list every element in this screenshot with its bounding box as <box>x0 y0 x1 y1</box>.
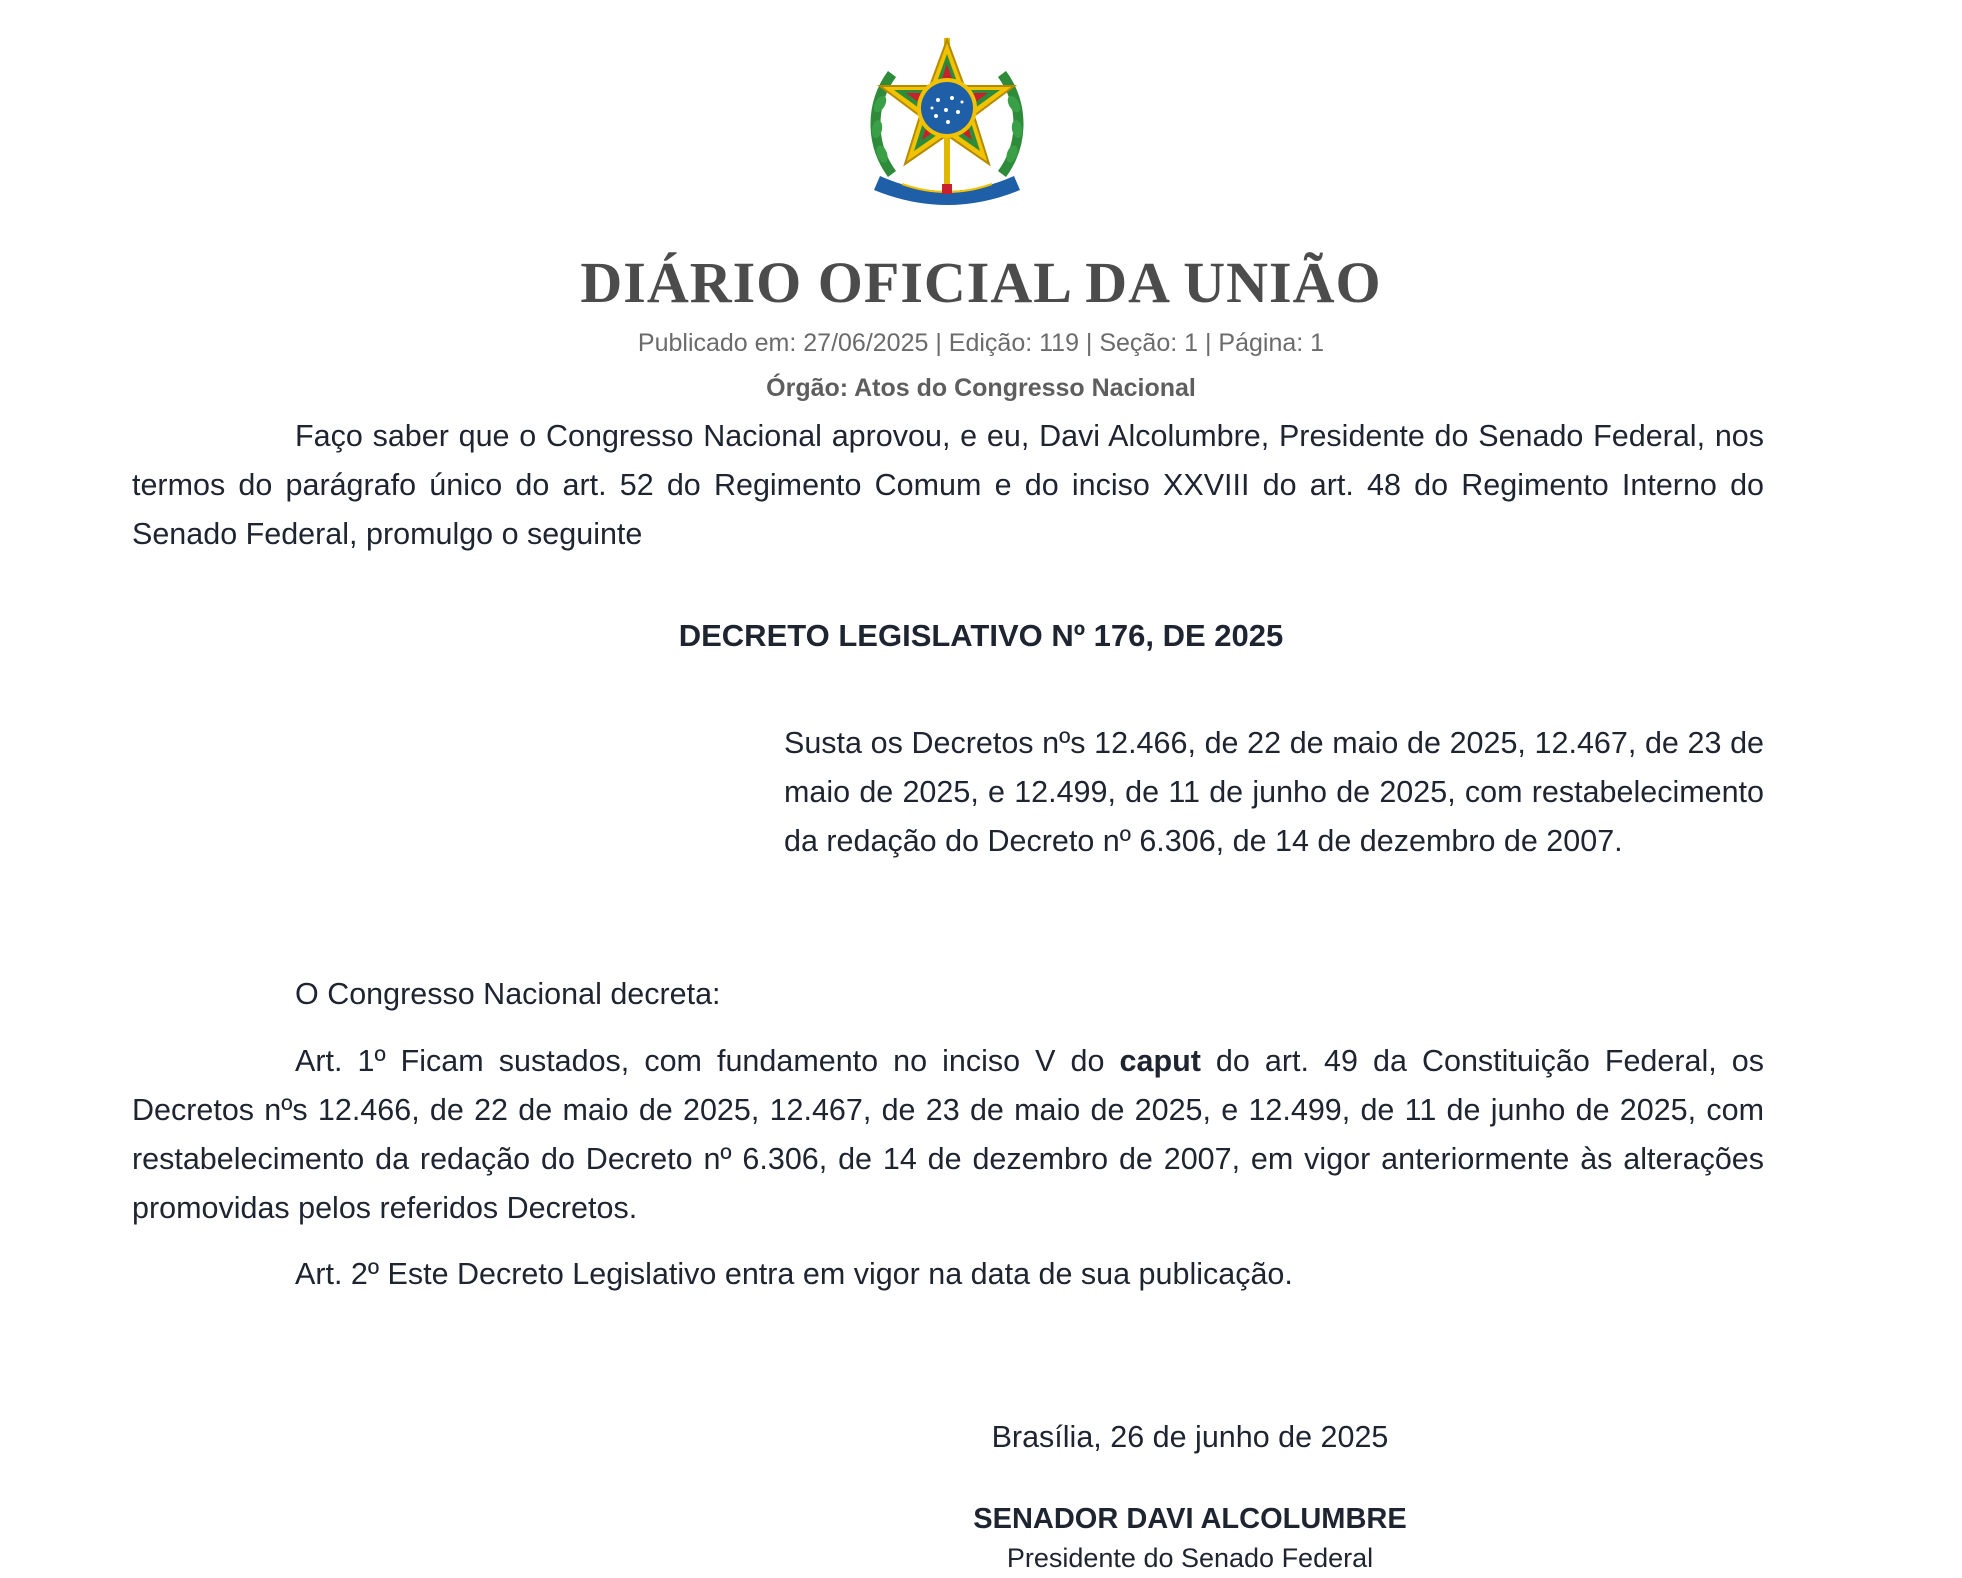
article-1-text-end: do art. 49 da Constituição Federal, os Decretos nºs 12.466, de 22 de maio de 2025, 12.467, de 23 de maio de 2025, e 12.499, de 11 de junho de 2025, com restabelecimento da redação do Decreto nº 6.306, de 14 de dezembro de 2007, em vigor anteriormente às alterações promovidas pelos referidos Decretos. <box>132 1044 1764 1225</box>
publication-info: Publicado em: 27/06/2025 | Edição: 119 | Seção: 1 | Página: 1 <box>637 329 1325 357</box>
place-date: Brasília, 26 de junho de 2025 <box>991 1420 1389 1454</box>
decree-title: DECRETO LEGISLATIVO Nº 176, DE 2025 <box>678 618 1284 653</box>
coat-of-arms-icon <box>862 34 1032 208</box>
newspaper-title: DIÁRIO OFICIAL DA UNIÃO <box>580 250 1382 315</box>
article-1-text-start: Art. 1º Ficam sustados, com fundamento no inciso V do <box>295 1044 1120 1078</box>
article-2-paragraph: Art. 2º Este Decreto Legislativo entra em vigor na data de sua publicação. <box>295 1257 1293 1291</box>
orgao-label: Órgão: Atos do Congresso Nacional <box>766 374 1196 402</box>
signatory-role: Presidente do Senado Federal <box>1006 1543 1374 1573</box>
intro-paragraph: Faço saber que o Congresso Nacional aprovou, e eu, Davi Alcolumbre, Presidente do Senado Federal, nos termos do parágrafo único do art. 52 do Regimento Comum e do inciso XXVIII do art. 48 do Regimento Interno do Senado Federal, promulgo o seguinte <box>132 419 1764 551</box>
caput-emphasis: caput <box>1119 1044 1201 1078</box>
ementa-paragraph: Susta os Decretos nºs 12.466, de 22 de maio de 2025, 12.467, de 23 de maio de 2025, e 12.499, de 11 de junho de 2025, com restabelecimento da redação do Decreto nº 6.306, de 14 de dezembro de 2007. <box>784 726 1764 858</box>
decreta-paragraph: O Congresso Nacional decreta: <box>295 977 721 1011</box>
article-1-paragraph <box>132 1037 1764 1233</box>
signatory-name: SENADOR DAVI ALCOLUMBRE <box>973 1503 1407 1535</box>
